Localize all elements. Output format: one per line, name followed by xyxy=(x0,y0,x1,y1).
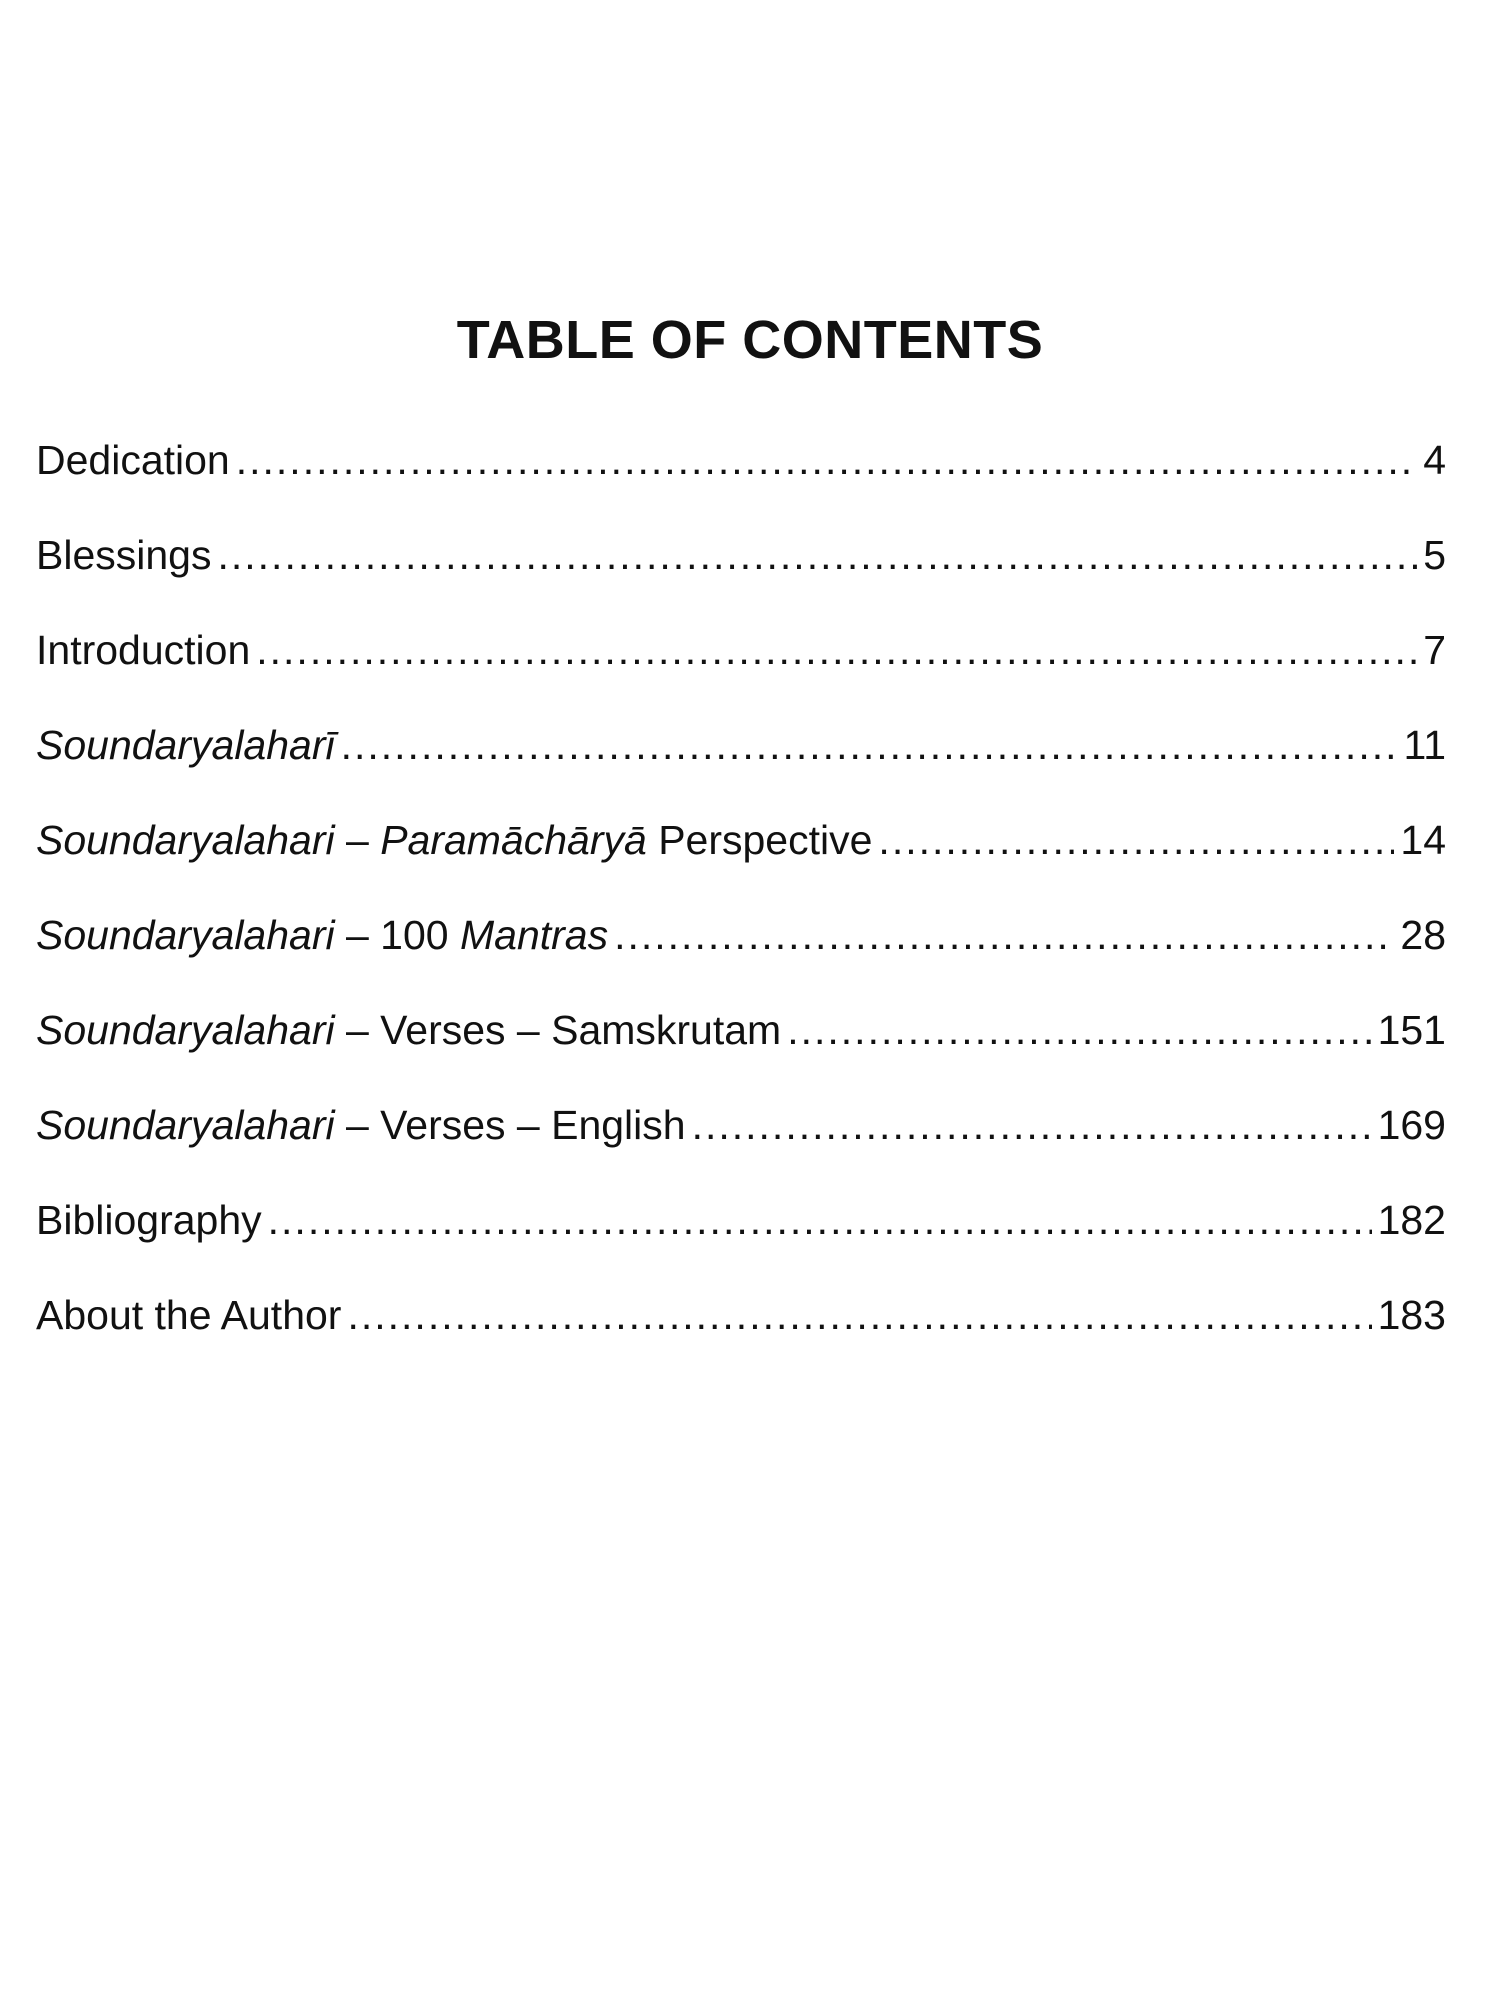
toc-entry xyxy=(36,1190,1446,1285)
toc-entry-label xyxy=(36,1190,262,1250)
toc-entry-label xyxy=(36,620,250,680)
toc-page-number: 5 xyxy=(1423,532,1446,578)
toc-entry-label xyxy=(36,430,230,490)
toc-entry xyxy=(36,1285,1446,1380)
toc-entry-label-italic-part: Mantras xyxy=(459,912,609,958)
toc-entry-label-part: Introduction xyxy=(36,627,251,673)
toc-page-number: 28 xyxy=(1400,912,1446,958)
dot-leader xyxy=(347,1285,1371,1345)
toc-entry-label-part: Bibliography xyxy=(36,1197,262,1243)
toc-page-number: 169 xyxy=(1377,1102,1446,1148)
dot-leader xyxy=(256,620,1417,680)
dot-leader xyxy=(614,905,1394,965)
toc-page-number: 182 xyxy=(1377,1197,1446,1243)
toc-entry-label-part: – Verses – English xyxy=(334,1102,686,1148)
toc-entry-label xyxy=(36,1285,341,1345)
toc-entry-label-italic-part: Soundaryalahari xyxy=(36,1102,335,1148)
toc-entry xyxy=(36,715,1446,810)
toc-entry-label xyxy=(36,905,608,965)
toc-entry-label-italic-part: Soundaryalaharī xyxy=(36,722,335,768)
toc-page-number: 183 xyxy=(1377,1292,1446,1338)
toc-page-number: 151 xyxy=(1377,1007,1446,1053)
toc-entry xyxy=(36,810,1446,905)
toc-entry-label-part: Dedication xyxy=(36,437,230,483)
toc-entry-label-part: – 100 xyxy=(334,912,460,958)
toc-entry-label-part: Blessings xyxy=(36,532,212,578)
toc-entry xyxy=(36,525,1446,620)
toc-entry xyxy=(36,905,1446,1000)
dot-leader xyxy=(787,1000,1371,1060)
toc-entry-label-italic-part: Soundaryalahari xyxy=(36,817,335,863)
toc-entry-label-italic-part: Soundaryalahari xyxy=(36,1007,335,1053)
toc-entry xyxy=(36,1095,1446,1190)
toc-entry-label xyxy=(36,715,335,775)
toc-entry-label-italic-part: Soundaryalahari xyxy=(36,912,335,958)
dot-leader xyxy=(341,715,1398,775)
dot-leader xyxy=(236,430,1417,490)
dot-leader xyxy=(268,1190,1372,1250)
dot-leader xyxy=(692,1095,1372,1155)
toc-entry xyxy=(36,1000,1446,1095)
page-title: TABLE OF CONTENTS xyxy=(456,310,1044,370)
toc-entry-label-part: – xyxy=(334,817,381,863)
toc-entry-label-part: About the Author xyxy=(36,1292,342,1338)
toc-page-number: 11 xyxy=(1403,722,1446,768)
toc-entry-label xyxy=(36,1095,686,1155)
toc-entry-label-part: Perspective xyxy=(646,817,873,863)
dot-leader xyxy=(217,525,1417,585)
toc-list xyxy=(36,430,1446,1380)
toc-entry-label xyxy=(36,810,872,870)
toc-entry xyxy=(36,620,1446,715)
toc-entry xyxy=(36,430,1446,525)
toc-page-number: 7 xyxy=(1423,627,1446,673)
toc-page-number: 4 xyxy=(1423,437,1446,483)
toc-entry-label xyxy=(36,1000,781,1060)
toc-entry-label xyxy=(36,525,211,585)
toc-page-number: 14 xyxy=(1400,817,1446,863)
toc-entry-label-italic-part: Paramāchāryā xyxy=(380,817,647,863)
toc-entry-label-part: – Verses – Samskrutam xyxy=(334,1007,782,1053)
dot-leader xyxy=(878,810,1394,870)
